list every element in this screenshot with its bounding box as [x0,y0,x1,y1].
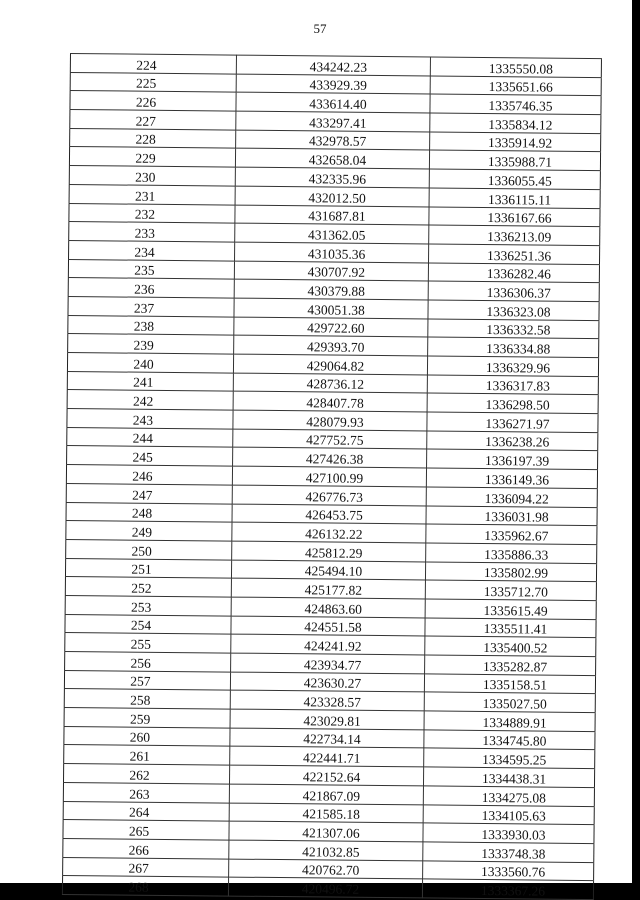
x-coordinate-cell: 428736.12 [233,373,427,394]
page-number: 57 [313,21,327,36]
x-coordinate-cell: 434242.23 [236,55,430,76]
point-number-cell: 237 [68,296,234,316]
x-coordinate-cell: 429064.82 [233,354,427,375]
x-coordinate-cell: 430379.88 [234,279,428,300]
x-coordinate-cell: 427426.38 [233,448,427,469]
x-coordinate-cell: 430707.92 [234,261,428,282]
x-coordinate-cell: 427752.75 [233,429,427,450]
point-number-cell: 260 [64,726,230,746]
point-number-cell: 239 [68,334,234,354]
point-number-cell: 246 [66,465,232,485]
y-coordinate-cell: 1334745.80 [424,730,595,750]
x-coordinate-cell: 430051.38 [234,298,428,319]
x-coordinate-cell: 428079.93 [233,410,427,431]
x-coordinate-cell: 424241.92 [231,634,425,655]
y-coordinate-cell: 1336271.97 [427,412,598,432]
point-number-cell: 226 [70,91,236,111]
point-number-cell: 230 [69,166,235,186]
x-coordinate-cell: 433297.41 [236,111,430,132]
y-coordinate-cell: 1336238.26 [427,431,598,451]
y-coordinate-cell: 1336332.58 [428,319,599,339]
x-coordinate-cell: 428407.78 [233,391,427,412]
x-coordinate-cell: 425177.82 [231,578,425,599]
y-coordinate-cell: 1336149.36 [426,468,597,488]
y-coordinate-cell: 1336213.09 [429,225,600,245]
point-number-cell: 264 [63,801,229,821]
x-coordinate-cell: 425812.29 [232,541,426,562]
point-number-cell: 258 [64,689,230,709]
point-number-cell: 247 [66,483,232,503]
point-number-cell: 249 [66,521,232,541]
point-number-cell: 248 [66,502,232,522]
point-number-cell: 255 [65,633,231,653]
x-coordinate-cell: 424551.58 [231,616,425,637]
point-number-cell: 233 [69,222,235,242]
x-coordinate-cell: 431362.05 [235,223,429,244]
point-number-cell: 229 [69,147,235,167]
y-coordinate-cell: 1336306.37 [428,281,599,301]
y-coordinate-cell: 1335886.33 [426,543,597,563]
x-coordinate-cell: 433929.39 [236,74,430,95]
point-number-cell: 243 [67,409,233,429]
point-number-cell: 245 [67,446,233,466]
x-coordinate-cell: 423029.81 [230,709,424,730]
point-number-cell: 228 [70,128,236,148]
x-coordinate-cell: 423328.57 [230,690,424,711]
y-coordinate-cell: 1336323.08 [428,300,599,320]
x-coordinate-cell: 427100.99 [232,466,426,487]
x-coordinate-cell: 422152.64 [229,765,423,786]
y-coordinate-cell: 1335158.51 [424,674,595,694]
point-number-cell: 236 [68,278,234,298]
y-coordinate-cell: 1336251.36 [429,244,600,264]
x-coordinate-cell: 421867.09 [229,784,423,805]
point-number-cell: 254 [65,614,231,634]
point-number-cell: 227 [70,110,236,130]
point-number-cell: 250 [66,539,232,559]
point-number-cell: 267 [63,857,229,877]
y-coordinate-cell: 1334275.08 [423,786,594,806]
x-coordinate-cell: 431035.36 [235,242,429,263]
y-coordinate-cell: 1336334.88 [428,337,599,357]
x-coordinate-cell: 429393.70 [234,335,428,356]
y-coordinate-cell: 1336317.83 [427,375,598,395]
point-number-cell: 251 [65,558,231,578]
point-number-cell: 256 [65,651,231,671]
x-coordinate-cell: 420762.70 [229,859,423,880]
y-coordinate-cell: 1335511.41 [425,618,596,638]
y-coordinate-cell: 1335282.87 [425,655,596,675]
y-coordinate-cell: 1335834.12 [430,113,601,133]
point-number-cell: 232 [69,203,235,223]
x-coordinate-cell: 422734.14 [230,728,424,749]
y-coordinate-cell: 1336167.66 [429,206,600,226]
point-number-cell: 235 [68,259,234,279]
point-number-cell: 262 [63,764,229,784]
x-coordinate-cell: 423934.77 [231,653,425,674]
x-coordinate-cell: 426776.73 [232,485,426,506]
point-number-cell: 231 [69,184,235,204]
x-coordinate-cell: 421307.06 [229,821,423,842]
x-coordinate-cell: 421032.85 [229,840,423,861]
x-coordinate-cell: 432658.04 [235,149,429,170]
y-coordinate-cell: 1335962.67 [426,524,597,544]
y-coordinate-cell: 1333560.76 [423,860,594,880]
point-number-cell: 265 [63,820,229,840]
point-number-cell: 268 [62,876,228,896]
coordinates-table-body [62,54,601,900]
point-number-cell: 241 [67,371,233,391]
x-coordinate-cell: 422441.71 [230,747,424,768]
y-coordinate-cell: 1333930.03 [423,823,594,843]
x-coordinate-cell: 432012.50 [235,186,429,207]
y-coordinate-cell: 1333367.26 [422,879,593,899]
coordinates-table [62,53,602,900]
point-number-cell: 224 [70,54,236,74]
y-coordinate-cell: 1335615.49 [425,599,596,619]
y-coordinate-cell: 1336094.22 [426,487,597,507]
point-number-cell: 263 [63,782,229,802]
point-number-cell: 257 [64,670,230,690]
y-coordinate-cell: 1336197.39 [427,449,598,469]
y-coordinate-cell: 1336298.50 [427,393,598,413]
x-coordinate-cell: 432335.96 [235,167,429,188]
point-number-cell: 240 [67,352,233,372]
y-coordinate-cell: 1335712.70 [425,580,596,600]
y-coordinate-cell: 1335651.66 [430,76,601,96]
point-number-cell: 266 [63,838,229,858]
point-number-cell: 253 [65,595,231,615]
point-number-cell: 259 [64,708,230,728]
point-number-cell: 238 [68,315,234,335]
x-coordinate-cell: 433614.40 [236,92,430,113]
y-coordinate-cell: 1335988.71 [429,150,600,170]
y-coordinate-cell: 1335746.35 [430,94,601,114]
y-coordinate-cell: 1335914.92 [430,132,601,152]
y-coordinate-cell: 1335550.08 [430,57,601,77]
y-coordinate-cell: 1335802.99 [425,561,596,581]
x-coordinate-cell: 429722.60 [234,317,428,338]
y-coordinate-cell: 1336329.96 [427,356,598,376]
y-coordinate-cell: 1336031.98 [426,505,597,525]
x-coordinate-cell: 423630.27 [230,672,424,693]
y-coordinate-cell: 1336055.45 [429,169,600,189]
y-coordinate-cell: 1335400.52 [425,636,596,656]
point-number-cell: 225 [70,72,236,92]
y-coordinate-cell: 1336115.11 [429,188,600,208]
y-coordinate-cell: 1334595.25 [424,748,595,768]
y-coordinate-cell: 1336282.46 [428,263,599,283]
point-number-cell: 261 [64,745,230,765]
y-coordinate-cell: 1333748.38 [423,842,594,862]
x-coordinate-cell: 426132.22 [232,522,426,543]
x-coordinate-cell: 432978.57 [236,130,430,151]
point-number-cell: 244 [67,427,233,447]
point-number-cell: 252 [65,577,231,597]
y-coordinate-cell: 1334105.63 [423,804,594,824]
x-coordinate-cell: 426453.75 [232,504,426,525]
y-coordinate-cell: 1334889.91 [424,711,595,731]
point-number-cell: 234 [69,240,235,260]
x-coordinate-cell: 424863.60 [231,597,425,618]
x-coordinate-cell: 431687.81 [235,205,429,226]
y-coordinate-cell: 1334438.31 [423,767,594,787]
x-coordinate-cell: 420496.72 [228,877,422,898]
y-coordinate-cell: 1335027.50 [424,692,595,712]
x-coordinate-cell: 421585.18 [229,803,423,824]
x-coordinate-cell: 425494.10 [231,560,425,581]
point-number-cell: 242 [67,390,233,410]
